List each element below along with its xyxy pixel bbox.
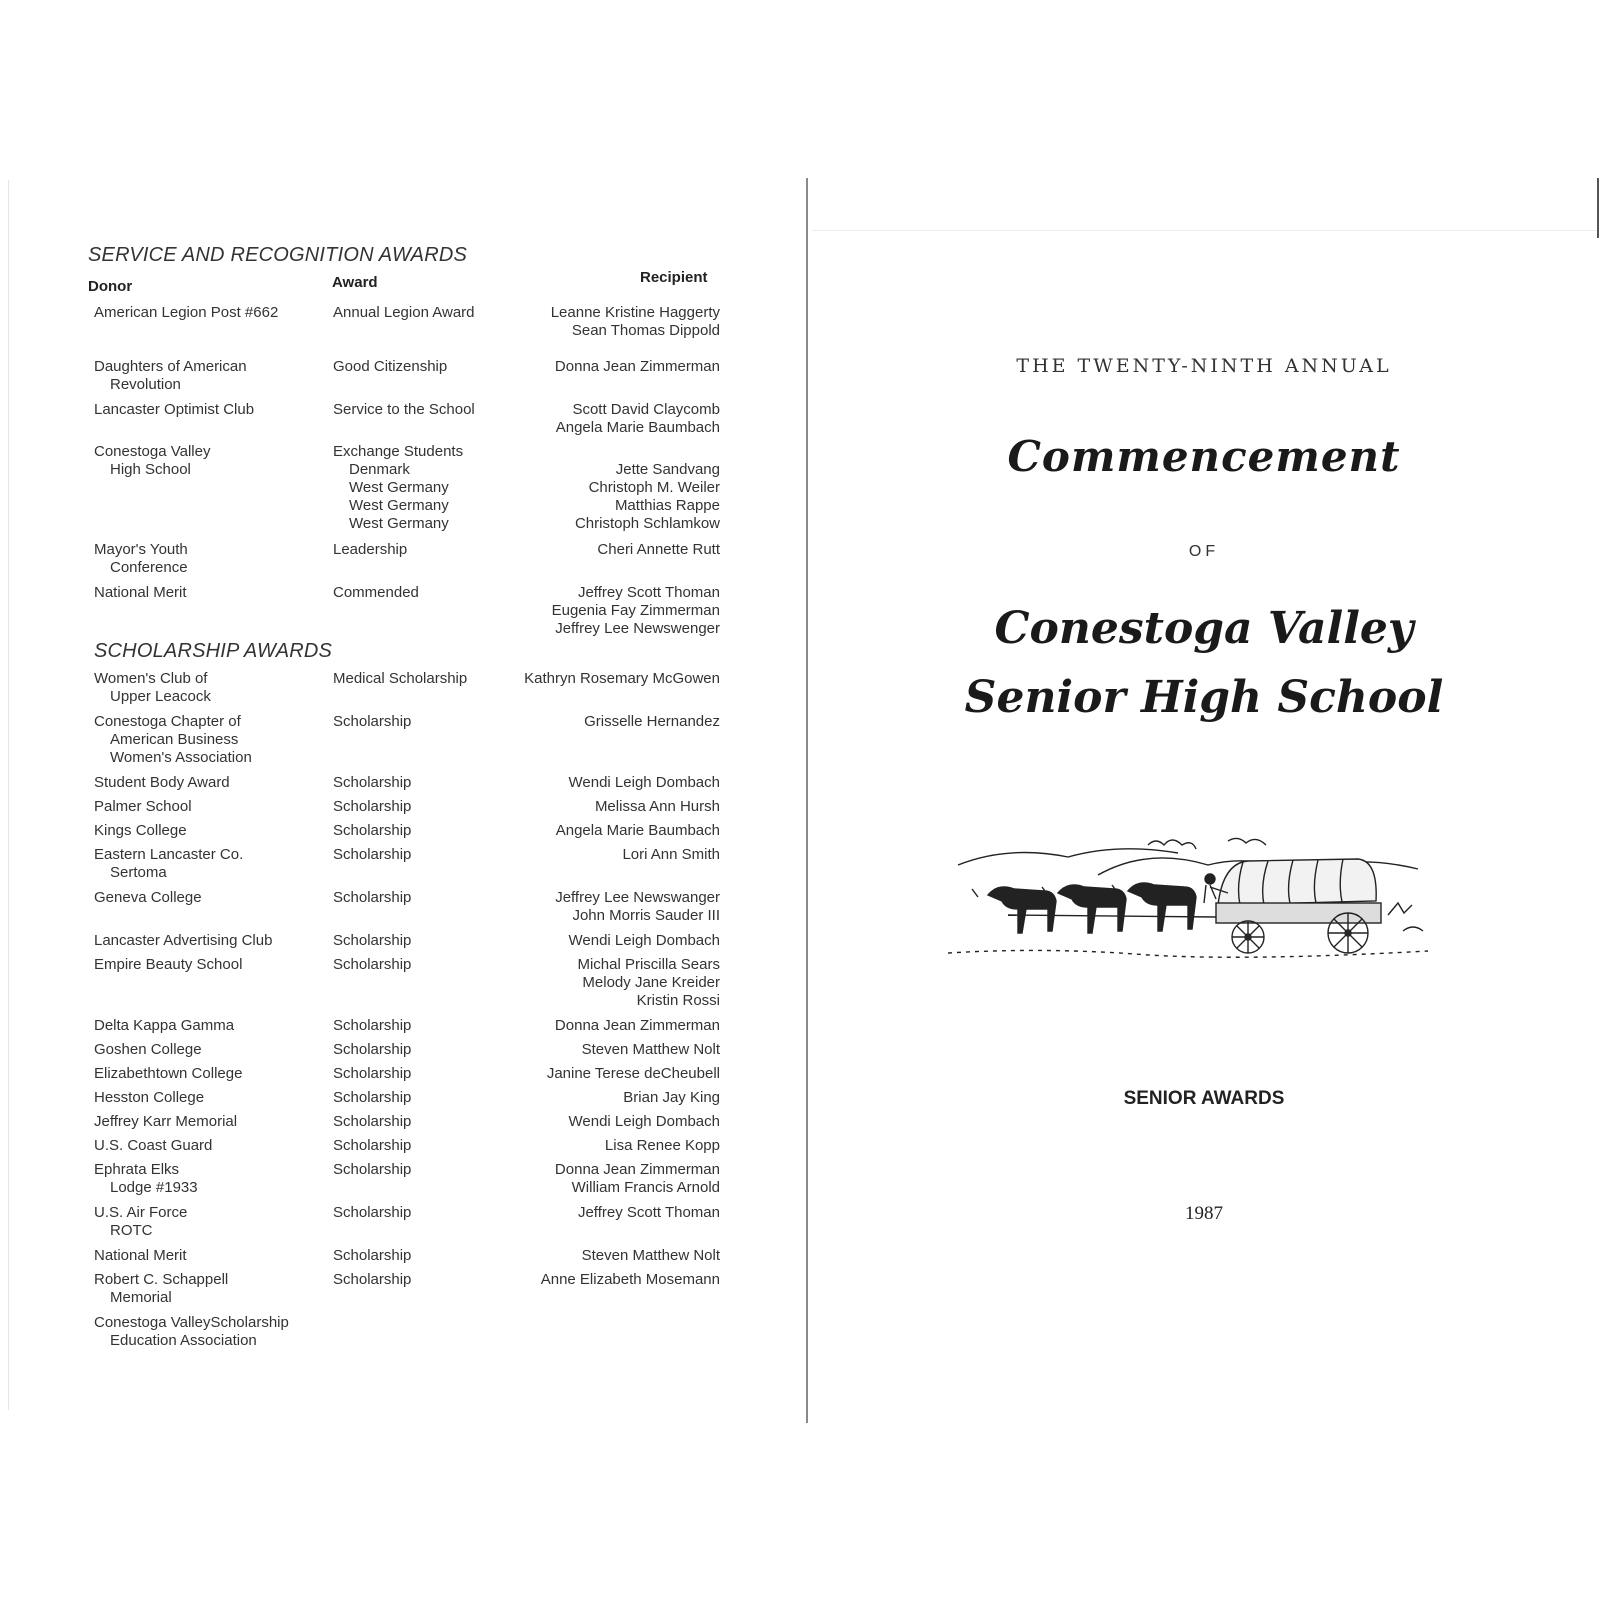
award-line: Scholarship xyxy=(333,956,412,973)
donor-line: Goshen College xyxy=(94,1041,202,1058)
recipient-cell xyxy=(520,713,720,731)
recipient-line: Christoph M. Weiler xyxy=(588,479,720,496)
award-line: Scholarship xyxy=(333,1065,412,1082)
recipient-line: Jeffrey Scott Thoman xyxy=(577,584,720,601)
award-cell xyxy=(333,1247,523,1265)
award-cell xyxy=(333,889,523,907)
donor-line: Conestoga Valley xyxy=(94,443,211,460)
recipient-line: Jette Sandvang xyxy=(615,461,720,478)
recipient-line: Melody Jane Kreider xyxy=(582,974,720,991)
recipient-line: Brian Jay King xyxy=(623,1089,720,1106)
donor-cell xyxy=(94,541,324,577)
donor-cell xyxy=(94,358,324,394)
recipient-line: Steven Matthew Nolt xyxy=(581,1247,720,1264)
annual-line: THE TWENTY-NINTH ANNUAL xyxy=(1016,355,1392,377)
award-line: Commended xyxy=(333,584,419,601)
award-line: Scholarship xyxy=(333,713,412,730)
recipient-line: Michal Priscilla Sears xyxy=(577,956,720,973)
award-cell xyxy=(333,1041,523,1059)
award-line: Annual Legion Award xyxy=(333,304,475,321)
recipient-line: Lori Ann Smith xyxy=(622,846,720,863)
donor-line: Palmer School xyxy=(94,798,192,815)
award-line: Scholarship xyxy=(333,932,412,949)
recipient-line: Grisselle Hernandez xyxy=(584,713,720,730)
recipient-line: Angela Marie Baumbach xyxy=(555,419,720,436)
recipient-cell xyxy=(520,443,720,533)
award-cell xyxy=(333,304,523,322)
covered-wagon-icon xyxy=(948,835,1448,975)
recipient-cell xyxy=(520,1017,720,1035)
recipient-cell xyxy=(520,304,720,340)
recipient-cell xyxy=(520,1041,720,1059)
donor-line: U.S. Coast Guard xyxy=(94,1137,213,1154)
award-cell xyxy=(333,1137,523,1155)
award-line: Leadership xyxy=(333,541,408,558)
award-line: Scholarship xyxy=(333,1041,412,1058)
award-cell xyxy=(333,358,523,376)
award-header: Award xyxy=(332,274,378,291)
donor-cell xyxy=(94,1247,324,1265)
award-cell xyxy=(333,822,523,840)
school-name-line2: Senior High School xyxy=(964,672,1444,723)
recipient-cell xyxy=(520,798,720,816)
recipient-line: Jeffrey Lee Newswanger xyxy=(555,889,720,906)
award-cell xyxy=(333,584,523,602)
recipient-line xyxy=(520,443,720,461)
award-line: Scholarship xyxy=(333,846,412,863)
recipient-line: John Morris Sauder III xyxy=(572,907,720,924)
recipient-line: Angela Marie Baumbach xyxy=(555,822,720,839)
donor-cell xyxy=(94,713,324,767)
recipient-line: Leanne Kristine Haggerty xyxy=(550,304,720,321)
recipient-cell xyxy=(520,1247,720,1265)
donor-line: Conestoga ValleyScholarship xyxy=(94,1314,289,1331)
recipient-cell xyxy=(520,584,720,638)
award-line: Scholarship xyxy=(333,1247,412,1264)
award-line: Scholarship xyxy=(333,822,412,839)
recipient-cell xyxy=(520,932,720,950)
donor-line: Kings College xyxy=(94,822,187,839)
recipient-cell xyxy=(520,1113,720,1131)
service-section-title: SERVICE AND RECOGNITION AWARDS xyxy=(88,244,468,266)
recipient-line: Wendi Leigh Dombach xyxy=(568,932,720,949)
donor-line: Lancaster Optimist Club xyxy=(94,401,255,418)
donor-line: Memorial xyxy=(110,1289,172,1306)
award-line: West Germany xyxy=(349,515,449,532)
donor-line: ROTC xyxy=(110,1222,153,1239)
recipient-cell xyxy=(520,541,720,559)
award-cell xyxy=(333,401,523,419)
award-cell xyxy=(333,798,523,816)
recipient-line: Donna Jean Zimmerman xyxy=(554,1017,720,1034)
donor-line: Education Association xyxy=(110,1332,257,1349)
award-line: Scholarship xyxy=(333,1271,412,1288)
award-cell xyxy=(333,956,523,974)
recipient-line: Matthias Rappe xyxy=(614,497,720,514)
donor-line: National Merit xyxy=(94,584,187,601)
recipient-cell xyxy=(520,1204,720,1222)
donor-line: American Business xyxy=(110,731,239,748)
award-cell xyxy=(333,1204,523,1222)
recipient-cell xyxy=(520,822,720,840)
donor-line: Sertoma xyxy=(110,864,167,881)
donor-cell xyxy=(94,1065,324,1083)
donor-cell xyxy=(94,889,324,907)
donor-cell xyxy=(94,1113,324,1131)
donor-line: Eastern Lancaster Co. xyxy=(94,846,244,863)
recipient-line: Donna Jean Zimmerman xyxy=(554,358,720,375)
donor-line: Delta Kappa Gamma xyxy=(94,1017,235,1034)
recipient-line: Scott David Claycomb xyxy=(572,401,720,418)
award-cell xyxy=(333,443,523,533)
recipient-header: Recipient xyxy=(640,269,708,286)
donor-cell xyxy=(94,1161,324,1197)
recipient-cell xyxy=(520,956,720,1010)
award-cell xyxy=(333,1271,523,1289)
donor-cell xyxy=(94,1314,324,1350)
recipient-cell xyxy=(520,1089,720,1107)
scholarship-section-title: SCHOLARSHIP AWARDS xyxy=(94,640,333,662)
donor-cell xyxy=(94,822,324,840)
donor-cell xyxy=(94,956,324,974)
recipient-line: Eugenia Fay Zimmerman xyxy=(551,602,720,619)
donor-line: National Merit xyxy=(94,1247,187,1264)
award-cell xyxy=(333,774,523,792)
donor-line: Lodge #1933 xyxy=(110,1179,198,1196)
donor-line: Women's Club of xyxy=(94,670,208,687)
award-cell xyxy=(333,932,523,950)
donor-line: Elizabethtown College xyxy=(94,1065,243,1082)
award-line: Scholarship xyxy=(333,1204,412,1221)
award-cell xyxy=(333,846,523,864)
award-line: Scholarship xyxy=(333,1089,412,1106)
donor-cell xyxy=(94,798,324,816)
award-line: Scholarship xyxy=(333,1137,412,1154)
recipient-line: Cheri Annette Rutt xyxy=(597,541,720,558)
recipient-cell xyxy=(520,1271,720,1289)
award-line: Denmark xyxy=(349,461,410,478)
recipient-cell xyxy=(520,1065,720,1083)
award-line: West Germany xyxy=(349,497,449,514)
recipient-cell xyxy=(520,889,720,925)
award-line: Good Citizenship xyxy=(333,358,448,375)
recipient-cell xyxy=(520,846,720,864)
award-line: Medical Scholarship xyxy=(333,670,468,687)
award-cell xyxy=(333,1089,523,1107)
recipient-cell xyxy=(520,358,720,376)
award-cell xyxy=(333,713,523,731)
award-line: West Germany xyxy=(349,479,449,496)
donor-line: Ephrata Elks xyxy=(94,1161,180,1178)
donor-line: Conference xyxy=(110,559,188,576)
award-line: Service to the School xyxy=(333,401,475,418)
cover-page xyxy=(808,0,1600,1600)
award-line: Scholarship xyxy=(333,798,412,815)
donor-cell xyxy=(94,670,324,706)
recipient-cell xyxy=(520,670,720,688)
recipient-line: Jeffrey Lee Newswenger xyxy=(555,620,720,637)
recipient-line: Sean Thomas Dippold xyxy=(571,322,720,339)
donor-line: Robert C. Schappell xyxy=(94,1271,229,1288)
donor-cell xyxy=(94,1041,324,1059)
donor-line: U.S. Air Force xyxy=(94,1204,188,1221)
donor-cell xyxy=(94,1017,324,1035)
donor-line: Hesston College xyxy=(94,1089,205,1106)
donor-cell xyxy=(94,1204,324,1240)
award-cell xyxy=(333,1161,523,1179)
recipient-cell xyxy=(520,774,720,792)
donor-cell xyxy=(94,1089,324,1107)
award-cell xyxy=(333,1065,523,1083)
donor-line: Mayor's Youth xyxy=(94,541,188,558)
school-name-line1: Conestoga Valley xyxy=(994,603,1414,654)
award-line: Scholarship xyxy=(333,1113,412,1130)
donor-cell xyxy=(94,584,324,602)
commencement-title: Commencement xyxy=(1007,432,1401,481)
donor-cell xyxy=(94,774,324,792)
recipient-cell xyxy=(520,401,720,437)
award-cell xyxy=(333,1113,523,1131)
recipient-line: Melissa Ann Hursh xyxy=(594,798,720,815)
donor-line: Daughters of American xyxy=(94,358,247,375)
donor-line: Student Body Award xyxy=(94,774,230,791)
donor-cell xyxy=(94,443,324,479)
award-line: Scholarship xyxy=(333,774,412,791)
donor-line: High School xyxy=(110,461,191,478)
award-cell xyxy=(333,670,523,688)
recipient-cell xyxy=(520,1137,720,1155)
award-cell xyxy=(333,1017,523,1035)
award-line: Scholarship xyxy=(333,1017,412,1034)
recipient-line: Donna Jean Zimmerman xyxy=(554,1161,720,1178)
recipient-line: Christoph Schlamkow xyxy=(574,515,720,532)
donor-line: American Legion Post #662 xyxy=(94,304,279,321)
recipient-line: Anne Elizabeth Mosemann xyxy=(540,1271,720,1288)
donor-line: Geneva College xyxy=(94,889,202,906)
year: 1987 xyxy=(1185,1203,1223,1224)
donor-cell xyxy=(94,304,324,322)
recipient-line: Steven Matthew Nolt xyxy=(581,1041,720,1058)
donor-header: Donor xyxy=(88,278,133,295)
donor-cell xyxy=(94,1137,324,1155)
recipient-line: Jeffrey Scott Thoman xyxy=(577,1204,720,1221)
award-line: Exchange Students xyxy=(333,443,464,460)
recipient-line: Janine Terese deCheubell xyxy=(546,1065,720,1082)
donor-line: Upper Leacock xyxy=(110,688,211,705)
recipient-line: Wendi Leigh Dombach xyxy=(568,1113,720,1130)
donor-line: Women's Association xyxy=(110,749,252,766)
donor-line: Lancaster Advertising Club xyxy=(94,932,273,949)
recipient-line: Kristin Rossi xyxy=(636,992,720,1009)
award-line: Scholarship xyxy=(333,1161,412,1178)
of-text: OF xyxy=(1188,543,1220,560)
recipient-line: Wendi Leigh Dombach xyxy=(568,774,720,791)
donor-line: Jeffrey Karr Memorial xyxy=(94,1113,238,1130)
award-line: Scholarship xyxy=(333,889,412,906)
donor-line: Empire Beauty School xyxy=(94,956,243,973)
donor-cell xyxy=(94,401,324,419)
donor-line: Revolution xyxy=(110,376,181,393)
senior-awards-heading: SENIOR AWARDS xyxy=(1123,1088,1285,1109)
award-cell xyxy=(333,541,523,559)
donor-cell xyxy=(94,932,324,950)
recipient-line: Kathryn Rosemary McGowen xyxy=(524,670,720,687)
recipient-cell xyxy=(520,1161,720,1197)
donor-cell xyxy=(94,1271,324,1307)
donor-cell xyxy=(94,846,324,882)
donor-line: Conestoga Chapter of xyxy=(94,713,241,730)
recipient-line: William Francis Arnold xyxy=(571,1179,720,1196)
recipient-line: Lisa Renee Kopp xyxy=(604,1137,720,1154)
